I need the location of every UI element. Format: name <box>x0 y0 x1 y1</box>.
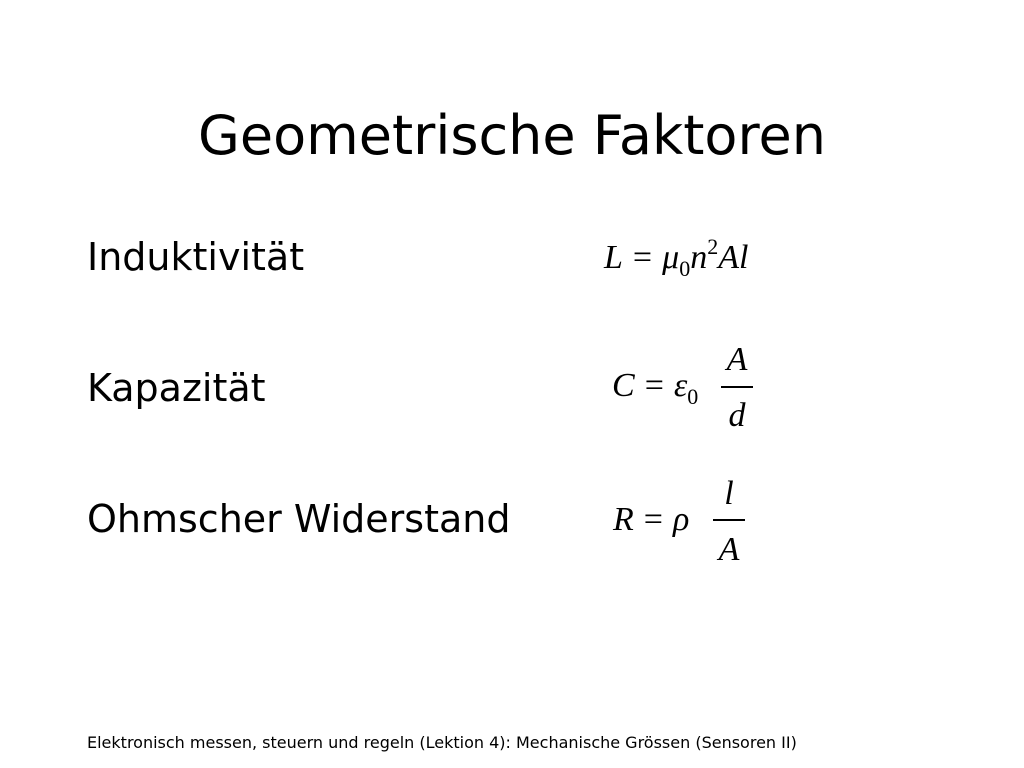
formula-symbol-Al: Al <box>718 239 749 276</box>
formula-capacitance <box>612 366 698 409</box>
label-resistance: Ohmscher Widerstand <box>87 497 511 541</box>
slide-footer: Elektronisch messen, steuern und regeln (Lektion 4): Mechanische Grössen (Sensoren II) <box>87 733 797 752</box>
label-capacitance: Kapazität <box>87 366 266 410</box>
formula-equals: = <box>632 239 653 276</box>
fraction-numerator: A <box>726 341 748 378</box>
fraction-numerator: l <box>724 475 734 512</box>
fraction-denominator: A <box>718 531 740 568</box>
formula-symbol-L: L <box>604 239 623 276</box>
label-inductance: Induktivität <box>87 235 305 279</box>
formula-subscript: 0 <box>679 256 691 281</box>
formula-symbol-C: C <box>612 367 635 404</box>
formula-inductance <box>604 234 749 281</box>
fraction-bar <box>713 519 745 521</box>
fraction-bar <box>721 386 753 388</box>
formula-symbol-R: R <box>613 501 634 538</box>
formula-symbol-epsilon: ε <box>673 367 688 404</box>
formula-symbol-n: n <box>690 239 708 276</box>
slide-title: Geometrische Faktoren <box>198 104 826 167</box>
formula-equals: = <box>644 367 664 404</box>
formula-subscript: 0 <box>687 384 699 409</box>
formula-symbol-mu: μ <box>662 239 680 276</box>
fraction-denominator: d <box>728 397 746 434</box>
formula-superscript: 2 <box>707 234 719 259</box>
formula-equals: = <box>643 501 663 538</box>
formula-symbol-rho: ρ <box>672 501 690 538</box>
formula-resistance <box>613 500 689 540</box>
